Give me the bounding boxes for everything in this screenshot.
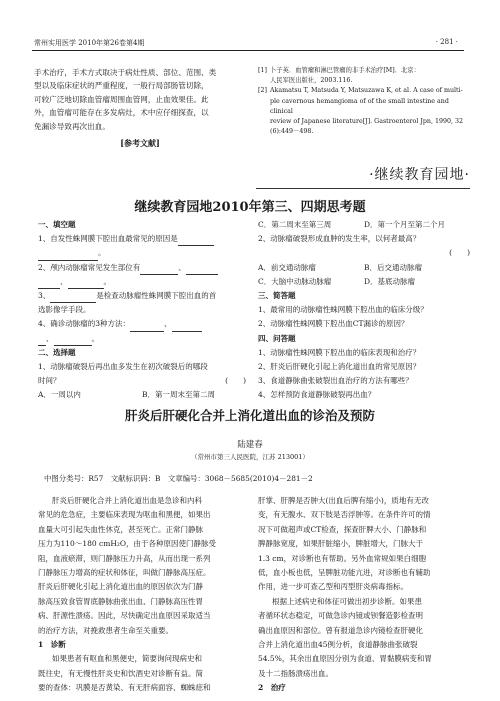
choice-question-1: 1、动脉瘤破裂后再出血多发生在初次破裂后的哪段 bbox=[38, 362, 208, 372]
fill-question-4: 4、确诊动脉瘤的3种方法： 、 bbox=[38, 317, 246, 331]
article-classification: 中图分类号：R57 文献标识码：B 文章编号：3068－5685(2010)4－281－2 bbox=[44, 474, 313, 483]
journal-header: 常州实用医学 2010年第26卷第4期 bbox=[34, 39, 145, 47]
section-heading-diagnosis: 1 诊断 bbox=[38, 640, 66, 650]
qa-question-1: 1、动脉瘤性蛛网膜下腔出血的临床表现和治疗？ bbox=[258, 347, 421, 357]
qa-question-2: 2、肝炎后肝硬化引起上消化道出血的常见原因？ bbox=[258, 362, 421, 372]
section-heading-treatment: 2 治疗 bbox=[258, 683, 286, 693]
reference-item: [1] 卜子英．血管瘤和淋巴管瘤的非手术治疗[M]．北京： 人民军医出版社，2003.116. bbox=[258, 67, 420, 85]
article-body-left: 肝炎后肝硬化合并上消化道出血是急诊和内科 常见的危急症，主要临床表现为呕血和黑便，如果出 血量大可引起失血性休克，甚至死亡。正常门静脉 压力为110～180 cmH₂O，由于各种原因使门静脉受 阻，血液瘀滞，则门静脉压力升高，从而出现一系列 门静脉压力增高的症状和体征，叫做门静脉高压症。 肝炎后肝硬化引起上消化道出血的原因依次为门静 脉高压致食管胃底静脉曲张出血、门静脉高压性胃 病、肝源性溃疡。因此，尽快确定出血原因采取适当 的治疗方法，对挽救患者生命至关重要。 1 诊断 如果患者有呕血和黑便史，简要询问现病史和 既往史，有无慢性肝炎史和饮酒史对诊断有益。简 要的查体：巩膜是否黄染、有无肝病面容、蜘蛛痣和 bbox=[38, 494, 246, 696]
article-body-right: 肝掌、肝脾是否肿大(出血后脾有缩小)，质地有无改 变，有无腹水、双下肢是否浮肿等。在条件许可的情 况下可做超声或CT检查，探查肝脾大小、门静脉和 脾静脉宽度，如果肝脏缩小，脾脏增大，门脉大于 1.3 cm，对诊断也有帮助。另外血常规如果白细胞 低，血小板也低，呈脾脏功能亢进，对诊断也有辅助 作用，进一步可查乙型和丙型肝炎病毒指标。 根据上述病史和体征可做出初步诊断。如果患 者循环状态稳定，可做急诊内镜或钡餐造影检查明 确出血原因和部位。曾有报道急诊内镜检查肝硬化 合并上消化道出血45例分析，食道静脉曲张破裂 54.5%，其余出血原因分别为食道、胃黏膜病变和胃 及十二指肠溃疡出血。 2 治疗 bbox=[258, 494, 470, 696]
fill-question-2: 2、颅内动脉瘤常见发生部位有 、 bbox=[38, 261, 246, 275]
header-rule bbox=[32, 50, 464, 51]
article-author: 陆建春 bbox=[237, 440, 263, 450]
article-title: 肝炎后肝硬化合并上消化道出血的诊治及预防 bbox=[124, 408, 375, 423]
qa-heading: 四、问答题 bbox=[258, 333, 296, 343]
article-affiliation: （常州市第三人民医院，江苏 213001） bbox=[191, 453, 309, 461]
qa-question-3: 3、食道静脉曲张破裂出血治疗的方法有哪些？ bbox=[258, 376, 413, 386]
questions-right: C．第二周末至第三周 D．第一个月至第二个月 2、动脉瘤破裂形成血肿的发生率，以何者最高？ ( ) A．前交通动脉瘤 B．后交通动脉瘤 C．大脑中动脉动脉瘤 D．基底动脉瘤 三、简答题 1、最常用的动脉瘤性蛛网膜下腔出血的临床分级？ 2、动脉瘤性蛛网膜下腔出血CT漏诊的原因？ 四、问答题 1、动脉瘤性蛛网膜下腔出血的临床表现和治疗？ 2、肝炎后肝硬化引起上消化道出血的常见原因？ 3、食道静脉曲张破裂出血治疗的方法有哪些？ 4、怎样预防食道静脉破裂再出血？ bbox=[258, 218, 470, 403]
section-banner: ·继续教育园地· bbox=[256, 164, 470, 190]
fill-question-3: 3、 是检查动脉瘤性蛛网膜下腔出血的首 bbox=[38, 289, 246, 303]
short-answer-heading: 三、简答题 bbox=[258, 291, 296, 301]
references-list bbox=[258, 66, 470, 137]
prev-article-text: 手术治疗，手术方式取决于病灶性质、部位、范围、类 型以及临床症状的严重程度，一般行局部肠管切除， 可较广泛地切除血管瘤周围血管网，止血效果佳。此 外，血管瘤可能存在多发病灶，术中应仔细探查，以 免漏诊导致再次出血。 [参考文献] bbox=[34, 66, 246, 150]
choice-options: C．第二周末至第三周 D．第一个月至第二个月 bbox=[258, 220, 446, 229]
choice-question-2: 2、动脉瘤破裂形成血肿的发生率，以何者最高？ bbox=[258, 234, 421, 244]
fill-question-1: 1、自发性蛛网膜下腔出血最常见的原因是 bbox=[38, 232, 246, 246]
qa-question-4: 4、怎样预防食道静脉破裂再出血？ bbox=[258, 390, 376, 400]
choice-options: A．一周以内 B．第一周末至第二周 bbox=[38, 390, 216, 400]
banner-rule bbox=[256, 188, 470, 189]
short-question-1: 1、最常用的动脉瘤性蛛网膜下腔出血的临床分级？ bbox=[258, 305, 428, 315]
exam-section-title: 继续教育园地2010年第三、四期思考题 bbox=[134, 200, 366, 215]
short-question-2: 2、动脉瘤性蛛网膜下腔出血CT漏诊的原因？ bbox=[258, 319, 409, 329]
references-heading: [参考文献] bbox=[120, 138, 160, 149]
choice-heading: 二、选择题 bbox=[38, 347, 76, 357]
page-number: · 281 · bbox=[435, 38, 458, 46]
questions-left: 一、填空题 1、自发性蛛网膜下腔出血最常见的原因是 。 2、颅内动脉瘤常见发生部位有 、 、 。 3、 是检查动脉瘤性蛛网膜下腔出血的首 选影像学手段。 4、确诊动脉瘤的3种方法： 、 、 。 二、选择题 1、动脉瘤破裂后再出血多发生在初次破裂后的哪段 时间？ ( ) A．一周以内 B．第一周末至第二周 bbox=[38, 218, 246, 403]
running-header bbox=[0, 0, 500, 52]
fill-heading: 一、填空题 bbox=[38, 220, 76, 229]
reference-item: [2] Akamatsu T, Matsuda Y, Matsuzawa K, et al. A case of multi- ple cavernous hemangioma of of the small intestine and clinical review of Japanese literature[J]. Gastroenterol Jpn, 1990, 32 (6):449－498. bbox=[258, 87, 464, 136]
